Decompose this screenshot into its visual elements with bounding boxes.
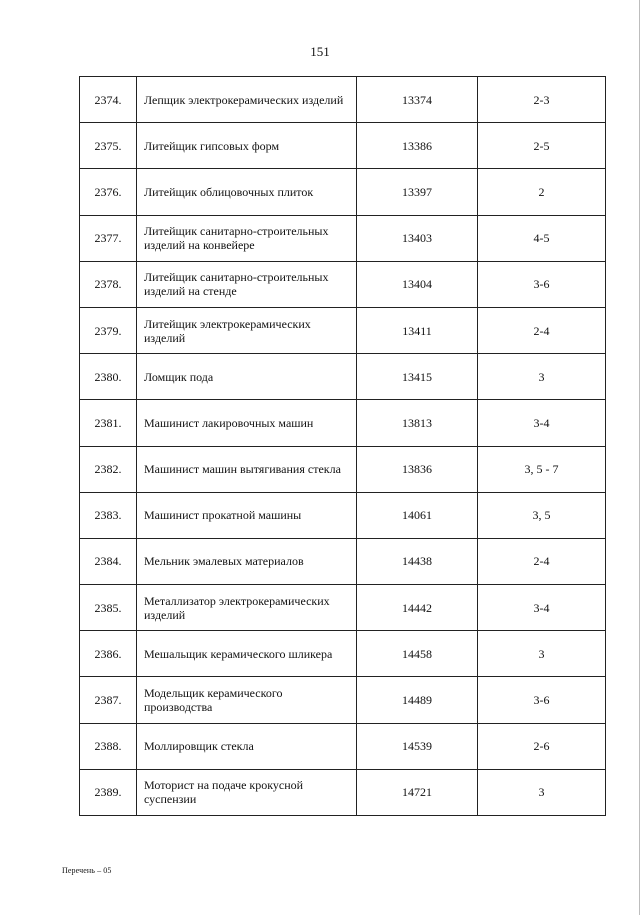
footer-label: Перечень – 05 [62,866,112,875]
table-row [80,354,606,400]
profession-code-cell: 13374 [357,77,478,123]
profession-name-cell: Литейщик санитарно-строительных изделий на стенде [137,261,357,307]
grade-range-cell: 3-4 [478,400,606,446]
grade-range-cell: 3 [478,354,606,400]
table-row [80,169,606,215]
profession-name-cell: Литейщик санитарно-строительных изделий на конвейере [137,215,357,261]
row-number-cell: 2376. [80,169,137,215]
profession-code-cell: 13813 [357,400,478,446]
profession-name-cell: Литейщик электрокерамических изделий [137,307,357,353]
table-row [80,492,606,538]
row-number-cell: 2387. [80,677,137,723]
grade-range-cell: 3-4 [478,585,606,631]
row-number-cell: 2378. [80,261,137,307]
profession-name-cell: Машинист машин вытягивания стекла [137,446,357,492]
grade-range-cell: 2 [478,169,606,215]
grade-range-cell: 3 [478,769,606,815]
row-number-cell: 2389. [80,769,137,815]
table-row [80,446,606,492]
profession-name-cell: Машинист лакировочных машин [137,400,357,446]
profession-code-cell: 13386 [357,123,478,169]
row-number-cell: 2385. [80,585,137,631]
profession-code-cell: 14539 [357,723,478,769]
profession-name-cell: Моторист на подаче крокусной суспензии [137,769,357,815]
grade-range-cell: 2-4 [478,307,606,353]
table-row [80,215,606,261]
table-row [80,77,606,123]
row-number-cell: 2380. [80,354,137,400]
grade-range-cell: 2-6 [478,723,606,769]
grade-range-cell: 3-6 [478,261,606,307]
table-row [80,631,606,677]
profession-name-cell: Лепщик электрокерамических изделий [137,77,357,123]
profession-code-cell: 13404 [357,261,478,307]
table-row [80,261,606,307]
grade-range-cell: 2-3 [478,77,606,123]
row-number-cell: 2374. [80,77,137,123]
profession-code-cell: 14061 [357,492,478,538]
grade-range-cell: 3 [478,631,606,677]
table-body [80,77,606,816]
table-row [80,723,606,769]
profession-name-cell: Мельник эмалевых материалов [137,538,357,584]
profession-table [79,76,606,816]
profession-name-cell: Ломщик пода [137,354,357,400]
profession-code-cell: 14438 [357,538,478,584]
page-number: 151 [310,44,330,59]
row-number-cell: 2375. [80,123,137,169]
row-number-cell: 2381. [80,400,137,446]
profession-name-cell: Литейщик облицовочных плиток [137,169,357,215]
table-row [80,123,606,169]
grade-range-cell: 2-5 [478,123,606,169]
profession-code-cell: 14442 [357,585,478,631]
profession-code-cell: 13411 [357,307,478,353]
profession-name-cell: Моллировщик стекла [137,723,357,769]
grade-range-cell: 3, 5 - 7 [478,446,606,492]
row-number-cell: 2383. [80,492,137,538]
row-number-cell: 2386. [80,631,137,677]
profession-name-cell: Модельщик керамического производства [137,677,357,723]
table-row [80,769,606,815]
profession-code-cell: 13397 [357,169,478,215]
row-number-cell: 2382. [80,446,137,492]
profession-code-cell: 13415 [357,354,478,400]
table-row [80,400,606,446]
table-row [80,538,606,584]
row-number-cell: 2377. [80,215,137,261]
row-number-cell: 2379. [80,307,137,353]
profession-code-cell: 13836 [357,446,478,492]
profession-code-cell: 14458 [357,631,478,677]
profession-code-cell: 14489 [357,677,478,723]
profession-code-cell: 13403 [357,215,478,261]
row-number-cell: 2384. [80,538,137,584]
profession-name-cell: Металлизатор электрокерамических изделий [137,585,357,631]
grade-range-cell: 3-6 [478,677,606,723]
profession-name-cell: Машинист прокатной машины [137,492,357,538]
table-row [80,585,606,631]
row-number-cell: 2388. [80,723,137,769]
profession-name-cell: Мешальщик керамического шликера [137,631,357,677]
table-row [80,677,606,723]
table-row [80,307,606,353]
profession-name-cell: Литейщик гипсовых форм [137,123,357,169]
grade-range-cell: 4-5 [478,215,606,261]
grade-range-cell: 3, 5 [478,492,606,538]
profession-code-cell: 14721 [357,769,478,815]
grade-range-cell: 2-4 [478,538,606,584]
